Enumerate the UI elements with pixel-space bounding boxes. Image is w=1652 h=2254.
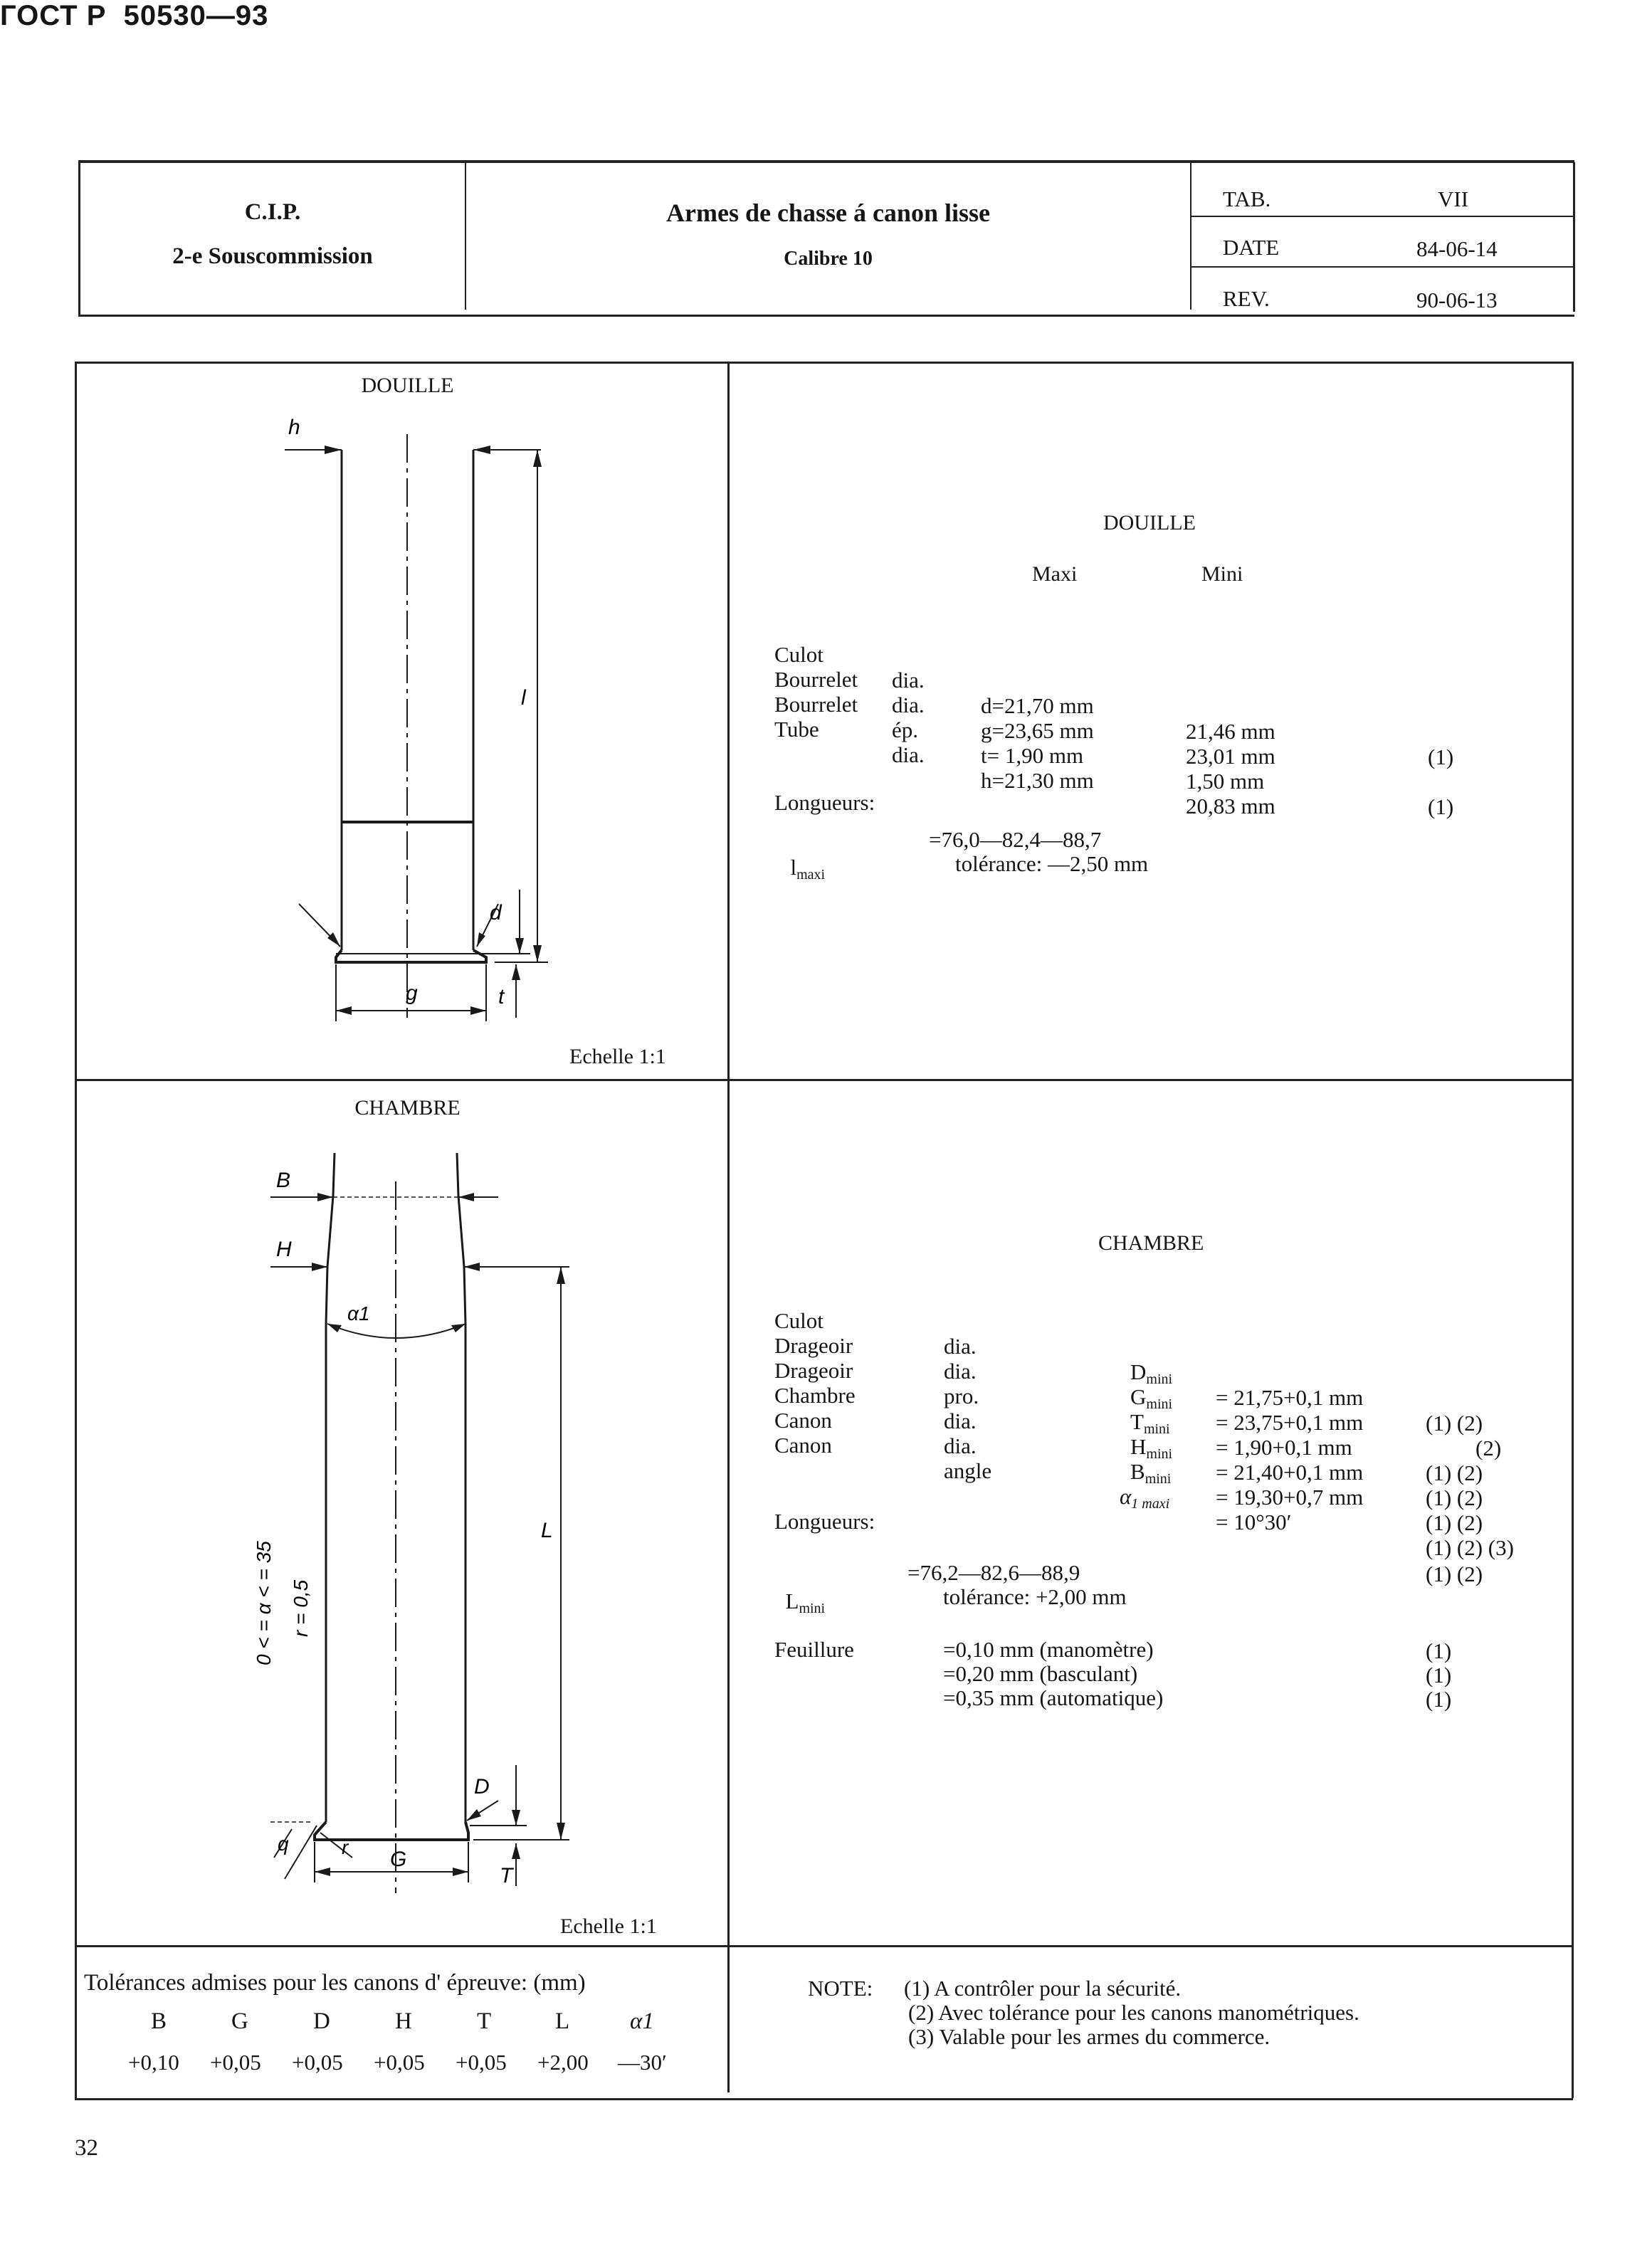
page-number: 32	[75, 2135, 98, 2161]
header-left-border	[78, 160, 80, 317]
tolerances-title: Tolérances admises pour les canons d' épreuve: (mm)	[84, 1970, 586, 1996]
header-divider-1	[465, 160, 466, 310]
douille-min: 20,83 mm	[1186, 794, 1275, 818]
tol-value: +0,05	[210, 2050, 261, 2075]
standard-code: ГОСТ Р 50530—93	[0, 0, 269, 31]
chambre-feature: dia.	[944, 1359, 977, 1384]
chambre-length-value: =76,2—82,6—88,9	[907, 1560, 1080, 1585]
douille-feature: ép.	[892, 717, 919, 742]
feuillure-label: Feuillure	[774, 1637, 854, 1662]
main-bottom-rule	[75, 2098, 1573, 2100]
douille-length-tolerance: tolérance: —2,50 mm	[955, 851, 1149, 876]
chambre-feature: dia.	[944, 1334, 977, 1359]
douille-notes: (1)	[1428, 794, 1454, 819]
douille-scale: Echelle 1:1	[569, 1045, 666, 1068]
chambre-dim-alpha: α1	[347, 1302, 370, 1325]
douille-max: h=21,30 mm	[981, 768, 1094, 793]
tol-header: D	[313, 2008, 330, 2034]
tolerances-header-row	[128, 2008, 698, 2037]
chambre-scale: Echelle 1:1	[560, 1915, 657, 1938]
chambre-dim-T: T	[500, 1864, 513, 1887]
chambre-lengths-label: Longueurs:	[774, 1509, 875, 1534]
feuillure-notes: (1)	[1426, 1687, 1452, 1712]
chambre-part: Drageoir	[774, 1358, 853, 1383]
chambre-value: = 21,75+0,1 mm	[1216, 1385, 1364, 1410]
tab-value: VII	[1438, 186, 1469, 211]
tol-value: +0,05	[292, 2050, 343, 2075]
header-row-rule-1	[1190, 216, 1574, 217]
notes-label: NOTE:	[808, 1976, 873, 2001]
tab-label: TAB.	[1223, 186, 1271, 211]
chambre-value: = 19,30+0,7 mm	[1216, 1485, 1364, 1510]
chambre-part: Canon	[774, 1433, 832, 1458]
feuillure-value: =0,20 mm (basculant)	[943, 1661, 1138, 1686]
chambre-part: Drageoir	[774, 1333, 853, 1358]
chambre-side-note-2: r = 0,5	[290, 1579, 312, 1637]
tol-header: α1	[630, 2008, 654, 2034]
chambre-side-note-1: 0 < = α < = 35	[253, 1541, 275, 1665]
section-rule-2	[75, 1945, 1573, 1947]
chambre-drageoir	[315, 1822, 468, 1840]
chambre-dim-q: q	[278, 1833, 289, 1855]
chambre-dim-G: G	[390, 1848, 407, 1871]
chambre-sym: $B_{mini}$	[1130, 1459, 1172, 1487]
chambre-sym: $\alpha_{1 maxi}$	[1120, 1484, 1170, 1512]
douille-part: Culot	[774, 642, 824, 667]
chambre-length-symbol: $L_{mini}$	[785, 1589, 826, 1616]
douille-part: Tube	[774, 717, 819, 742]
chambre-sym: $G_{mini}$	[1130, 1384, 1173, 1412]
douille-part: Bourrelet	[774, 667, 858, 692]
note-item: (1) A contrôler pour la sécurité.	[904, 1976, 1182, 2001]
douille-max: d=21,70 mm	[981, 693, 1094, 718]
douille-dim-l: l	[521, 686, 526, 710]
rev-label: REV.	[1223, 286, 1270, 311]
douille-part: Bourrelet	[774, 692, 858, 717]
chambre-drawing	[228, 1139, 598, 1922]
rev-value: 90-06-13	[1416, 288, 1498, 312]
tol-header: L	[555, 2008, 570, 2034]
douille-dim-g: g	[406, 981, 418, 1005]
chambre-dim-D: D	[474, 1775, 490, 1799]
douille-min: 1,50 mm	[1186, 769, 1265, 794]
feuillure-notes: (1)	[1426, 1638, 1452, 1663]
feuillure-value: =0,35 mm (automatique)	[943, 1685, 1164, 1710]
douille-dim-d: d	[490, 901, 502, 925]
note-item: (2) Avec tolérance pour les canons manométriques.	[908, 2000, 1359, 2025]
chambre-dim-H: H	[276, 1238, 292, 1261]
chambre-value: = 21,40+0,1 mm	[1216, 1460, 1364, 1485]
douille-dim-t: t	[498, 985, 505, 1008]
chambre-part: Culot	[774, 1308, 824, 1333]
douille-dim-h: h	[288, 416, 300, 439]
header-bottom-rule	[78, 315, 1574, 317]
chambre-value: = 10°30′	[1216, 1510, 1292, 1534]
header-subtitle: Calibre 10	[784, 248, 873, 270]
tol-value: +0,10	[128, 2050, 179, 2075]
chambre-length-notes: (1) (2)	[1426, 1562, 1483, 1586]
douille-min: 21,46 mm	[1186, 719, 1275, 744]
chambre-part: Canon	[774, 1408, 832, 1433]
douille-max: g=23,65 mm	[981, 718, 1094, 743]
chambre-dim-B: B	[276, 1169, 291, 1192]
chambre-notes: (1) (2)	[1426, 1460, 1483, 1485]
header-right-border	[1573, 162, 1575, 312]
douille-length-value: =76,0—82,4—88,7	[929, 827, 1102, 852]
header-row-rule-2	[1190, 266, 1574, 268]
douille-spec-title: DOUILLE	[1103, 511, 1196, 534]
feuillure-notes: (1)	[1426, 1663, 1452, 1687]
chambre-sym: $H_{mini}$	[1130, 1434, 1173, 1462]
douille-rim	[336, 950, 486, 962]
main-center-divider	[727, 363, 730, 2092]
header-divider-2	[1190, 160, 1191, 310]
chambre-value: = 1,90+0,1 mm	[1216, 1435, 1352, 1460]
douille-feature: dia.	[892, 668, 925, 692]
header-top-rule	[78, 160, 1574, 163]
tol-header: B	[151, 2008, 167, 2034]
main-right-border	[1572, 362, 1574, 2098]
note-item: (3) Valable pour les armes du commerce.	[908, 2024, 1270, 2049]
header-subcommission: 2-e Souscommission	[172, 243, 373, 269]
chambre-feature: dia.	[944, 1433, 977, 1458]
chambre-wall-left	[326, 1153, 335, 1822]
chambre-notes: (1) (2)	[1426, 1485, 1483, 1510]
chambre-notes: (1) (2)	[1426, 1411, 1483, 1436]
chambre-drawing-title: CHAMBRE	[354, 1096, 461, 1120]
chambre-spec-title: CHAMBRE	[1098, 1231, 1204, 1255]
douille-drawing	[256, 406, 584, 1046]
douille-feature: dia.	[892, 742, 925, 767]
chambre-feature: angle	[944, 1458, 992, 1483]
header-title: Armes de chasse á canon lisse	[666, 199, 990, 227]
date-value: 84-06-14	[1416, 236, 1498, 261]
chambre-dim-L: L	[541, 1519, 553, 1542]
douille-col-min: Mini	[1201, 562, 1243, 586]
tol-header: G	[231, 2008, 248, 2034]
douille-col-max: Maxi	[1032, 562, 1078, 586]
douille-min: 23,01 mm	[1186, 744, 1275, 769]
tol-header: H	[395, 2008, 412, 2034]
chambre-feature: pro.	[944, 1384, 979, 1408]
douille-length-symbol: $l_{maxi}$	[790, 855, 826, 883]
tol-value: +0,05	[374, 2050, 425, 2075]
douille-notes: (1)	[1428, 744, 1454, 769]
header-org: C.I.P.	[244, 199, 301, 225]
douille-lengths-label: Longueurs:	[774, 790, 875, 815]
chambre-sym: $T_{mini}$	[1130, 1409, 1170, 1437]
chambre-sym: $D_{mini}$	[1130, 1359, 1173, 1387]
chambre-length-tolerance: tolérance: +2,00 mm	[943, 1584, 1127, 1609]
main-left-border	[75, 362, 77, 2098]
tol-value: +2,00	[537, 2050, 589, 2075]
chambre-dim-r: r	[342, 1836, 349, 1858]
douille-max: t= 1,90 mm	[981, 743, 1084, 768]
chambre-wall-right	[457, 1153, 465, 1822]
tol-header: T	[477, 2008, 492, 2034]
douille-drawing-title: DOUILLE	[361, 374, 454, 397]
tolerances-value-row	[128, 2050, 712, 2078]
tol-value: +0,05	[456, 2050, 507, 2075]
douille-feature: dia.	[892, 692, 925, 717]
tol-value: —30′	[618, 2050, 667, 2075]
chambre-value: = 23,75+0,1 mm	[1216, 1410, 1364, 1435]
date-label: DATE	[1223, 235, 1280, 260]
feuillure-value: =0,10 mm (manomètre)	[943, 1637, 1154, 1662]
main-top-rule	[75, 362, 1573, 364]
section-rule-1	[75, 1079, 1573, 1081]
chambre-notes: (1) (2) (3)	[1426, 1535, 1514, 1560]
chambre-notes: (1) (2)	[1426, 1510, 1483, 1535]
chambre-feature: dia.	[944, 1408, 977, 1433]
chambre-notes: (2)	[1475, 1436, 1502, 1460]
chambre-part: Chambre	[774, 1383, 856, 1408]
